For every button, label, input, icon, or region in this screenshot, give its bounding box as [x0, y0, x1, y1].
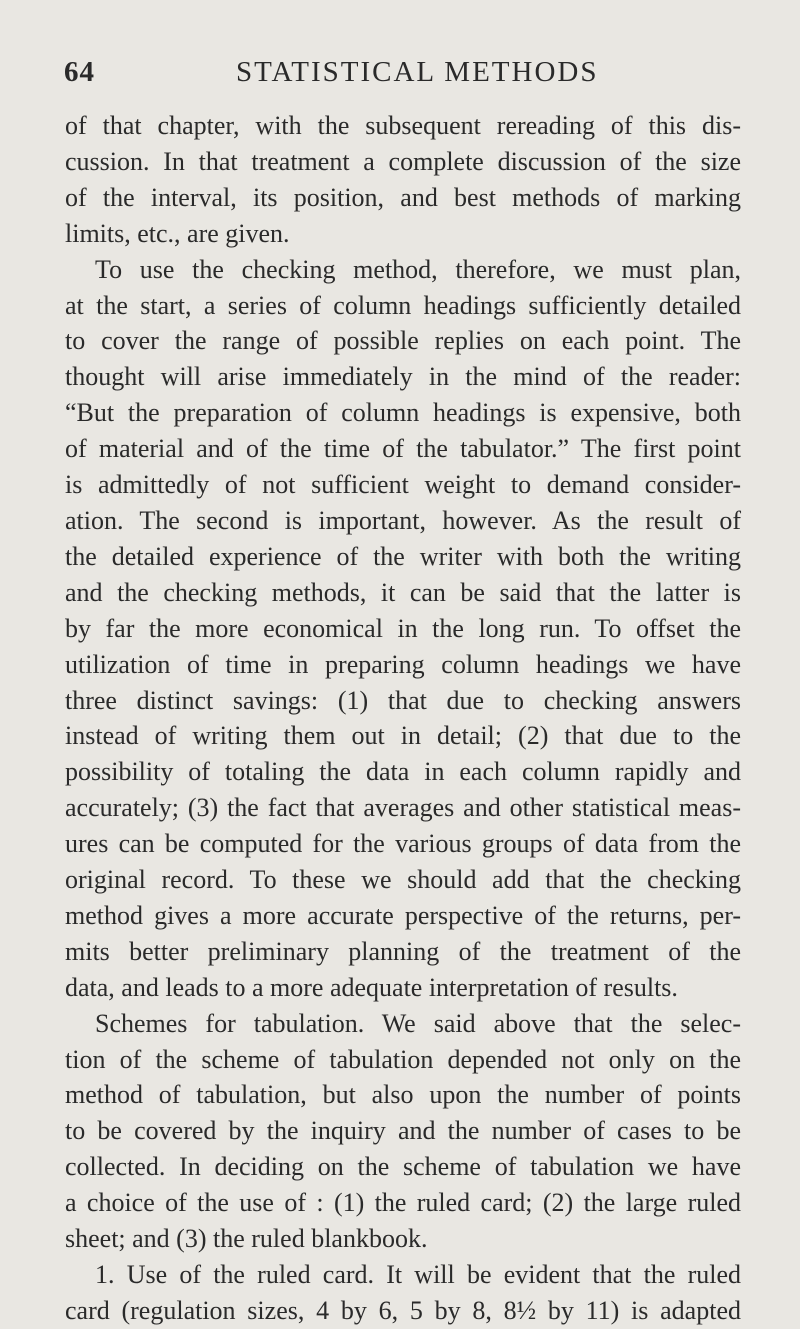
- paragraph-start-line: To use the checking method, therefore, we must plan,: [95, 254, 741, 284]
- text-line: three distinct savings: (1) that due to checking answers: [65, 685, 741, 715]
- text-line: a choice of the use of : (1) the ruled card; (2) the large ruled: [65, 1188, 741, 1218]
- text-line: to cover the range of possible replies on each point. The: [65, 326, 741, 356]
- text-line: to be covered by the inquiry and the number of cases to be: [65, 1116, 741, 1146]
- text-line: instead of writing them out in detail; (2) that due to the: [65, 721, 741, 751]
- text-line: by far the more economical in the long run. To offset the: [65, 613, 741, 643]
- text-line: thought will arise immediately in the mind of the reader:: [65, 362, 741, 392]
- text-line: accurately; (3) the fact that averages and other statistical meas-: [65, 793, 741, 823]
- running-head: [64, 56, 744, 92]
- text-line: “But the preparation of column headings is expensive, both: [65, 398, 741, 428]
- text-line: ures can be computed for the various groups of data from the: [65, 829, 741, 859]
- text-line: method of tabulation, but also upon the number of points: [65, 1080, 741, 1110]
- paragraph-start-line: Schemes for tabulation. We said above that the selec-: [95, 1008, 741, 1038]
- paragraph-start-line: 1. Use of the ruled card. It will be evident that the ruled: [95, 1260, 741, 1289]
- text-line: and the checking methods, it can be said that the latter is: [65, 577, 741, 607]
- text-line: at the start, a series of column headings sufficiently detailed: [65, 290, 741, 320]
- text-line: of the interval, its position, and best methods of marking: [65, 182, 741, 212]
- text-line: data, and leads to a more adequate interpretation of results.: [65, 972, 678, 1002]
- text-line: card (regulation sizes, 4 by 6, 5 by 8, 8½ by 11) is adapted: [65, 1295, 741, 1325]
- text-line: of material and of the time of the tabulator.” The first point: [65, 434, 741, 464]
- text-line: cussion. In that treatment a complete discussion of the size: [65, 146, 741, 176]
- page-number: 64: [64, 56, 95, 88]
- body-text: [65, 108, 741, 1329]
- text-line: possibility of totaling the data in each column rapidly and: [65, 757, 741, 787]
- text-line: is admittedly of not sufficient weight to demand consider-: [65, 470, 741, 500]
- running-title: STATISTICAL METHODS: [236, 56, 599, 88]
- text-line: of that chapter, with the subsequent rereading of this dis-: [65, 111, 741, 140]
- text-line: original record. To these we should add that the checking: [65, 865, 741, 895]
- text-line: sheet; and (3) the ruled blankbook.: [65, 1224, 428, 1254]
- text-line: utilization of time in preparing column headings we have: [65, 649, 741, 679]
- text-line: limits, etc., are given.: [65, 218, 290, 248]
- text-line: ation. The second is important, however. As the result of: [65, 505, 741, 535]
- text-line: mits better preliminary planning of the treatment of the: [65, 936, 741, 966]
- text-line: the detailed experience of the writer with both the writing: [65, 541, 741, 571]
- text-line: method gives a more accurate perspective of the returns, per-: [65, 900, 741, 930]
- text-line: collected. In deciding on the scheme of tabulation we have: [65, 1152, 741, 1182]
- text-line: tion of the scheme of tabulation depended not only on the: [65, 1044, 741, 1074]
